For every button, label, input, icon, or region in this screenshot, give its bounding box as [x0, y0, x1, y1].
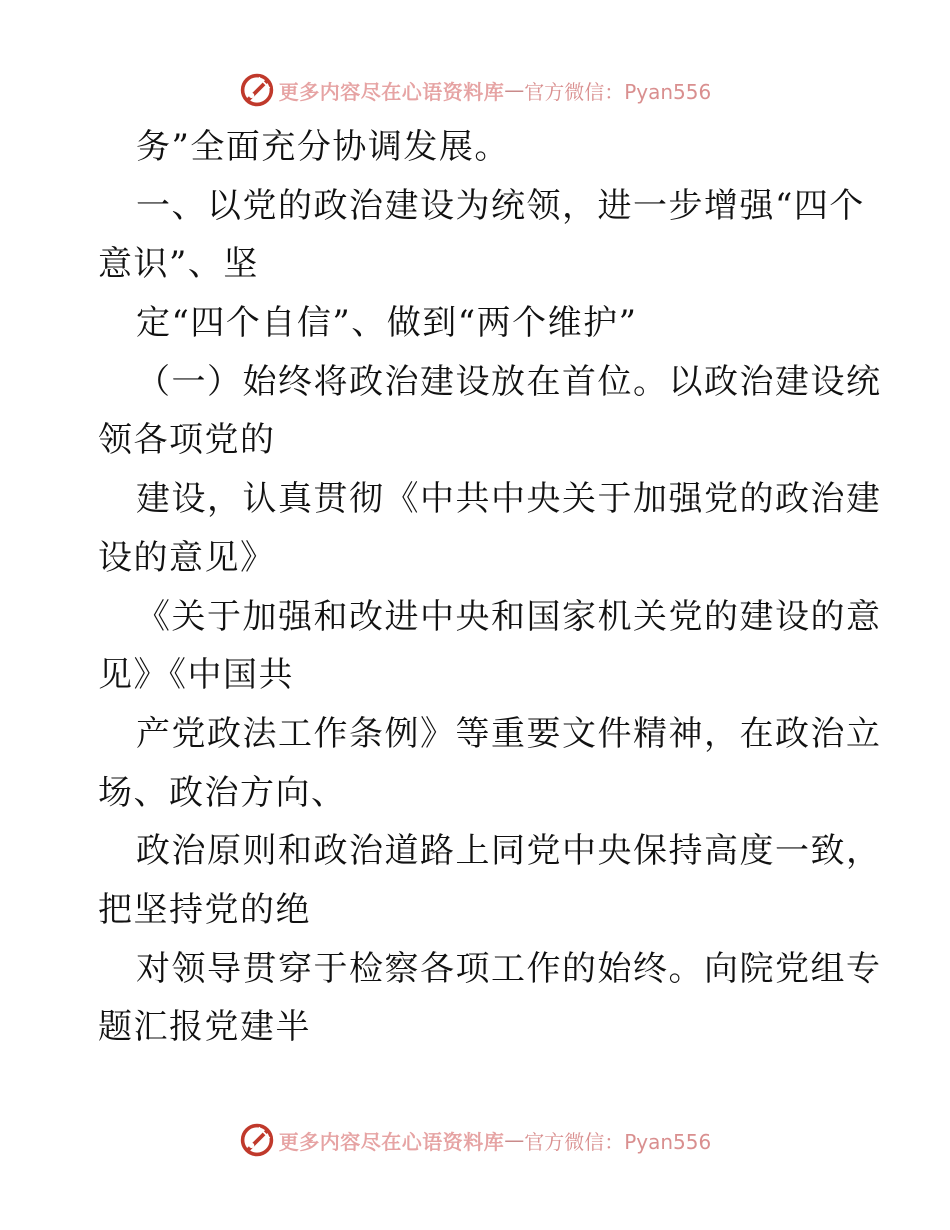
text-line: 场、政治方向、	[98, 772, 347, 813]
document-body	[98, 118, 882, 1057]
text-line: 意识”、坚	[98, 244, 259, 285]
footer-banner	[0, 1120, 950, 1160]
banner-site-text: 更多内容尽在心语资料库	[278, 79, 505, 104]
banner-wechat-text: 官方微信：Pyan556	[524, 1129, 712, 1154]
pen-logo-icon	[239, 1122, 275, 1158]
text-line: （一）始终将政治建设放在首位。以政治建设统	[136, 361, 882, 402]
text-line: 一、以党的政治建设为统领，进一步增强“四个	[136, 185, 865, 226]
text-line: 建设，认真贯彻《中共中央关于加强党的政治建	[136, 479, 882, 520]
text-line: 政治原则和政治道路上同党中央保持高度一致，	[136, 831, 882, 872]
text-line: 定“四个自信”、做到“两个维护”	[136, 303, 638, 344]
banner-site-text: 更多内容尽在心语资料库	[278, 1129, 505, 1154]
header-banner	[0, 70, 950, 110]
text-line: 产党政法工作条例》等重要文件精神，在政治立	[136, 713, 882, 754]
text-line: 对领导贯穿于检察各项工作的始终。向院党组专	[136, 948, 882, 989]
text-line: 见》《中国共	[98, 655, 294, 696]
pen-logo-icon	[239, 72, 275, 108]
text-line: 务”全面充分协调发展。	[136, 127, 510, 167]
text-line: 领各项党的	[98, 420, 276, 461]
text-line: 设的意见》	[98, 537, 276, 578]
text-line: 题汇报党建半	[98, 1007, 311, 1048]
text-line: 《关于加强和改进中央和国家机关党的建设的意	[136, 596, 882, 637]
text-line: 把坚持党的绝	[98, 889, 311, 930]
banner-wechat-text: 官方微信：Pyan556	[524, 79, 712, 104]
banner-separator: —	[504, 78, 525, 102]
banner-separator: —	[504, 1128, 525, 1152]
